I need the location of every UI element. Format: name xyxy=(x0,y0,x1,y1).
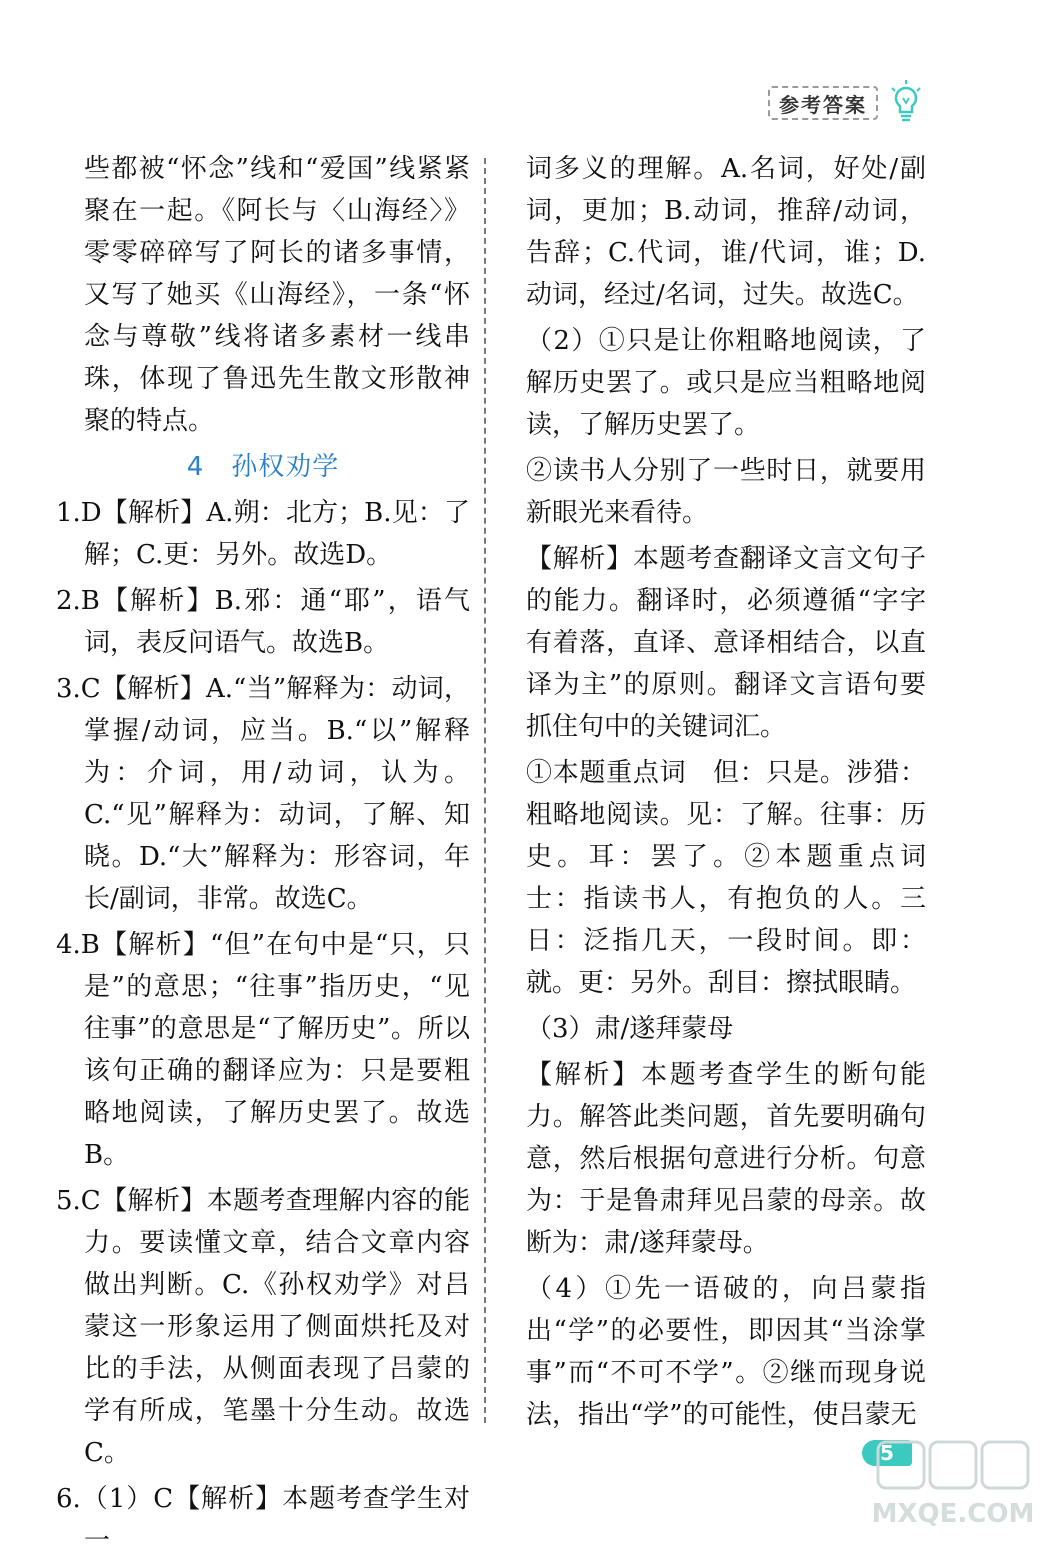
right-para-6: 【解析】本题考查学生的断句能力。解答此类问题，首先要明确句意，然后根据句意进行分析。句意为：于是鲁肃拜见吕蒙的母亲。故断为：肃/遂拜蒙母。 xyxy=(526,1060,926,1258)
left-para-0: 些都被“怀念”线和“爱国”线紧紧聚在一起。《阿长与〈山海经〉》零零碎碎写了阿长的诸多事情，又写了她买《山海经》，一条“怀念与尊敬”线将诸多素材一线串珠，体现了鲁迅先生散文形散神聚的特点。 xyxy=(84,154,470,436)
answer-5: 5.C【解析】本题考查理解内容的能力。要读懂文章，结合文章内容做出判断。C.《孙权劝学》对吕蒙这一形象运用了侧面烘托及对比的手法，从侧面表现了吕蒙的学有所成，笔墨十分生动。故选C。 xyxy=(56,1186,470,1468)
right-para-7: （4）①先一语破的，向吕蒙指出“学”的必要性，即因其“当涂掌事”而“不可不学”。②继而现身说法，指出“学”的可能性，使吕蒙无 xyxy=(526,1274,926,1430)
page-number: 5 xyxy=(862,1440,912,1466)
answer-3: 3.C【解析】A.“当”解释为：动词，掌握/动词，应当。B.“以”解释为：介词，用/动词，认为。C.“见”解释为：动词，了解、知晓。D.“大”解释为：形容词，年长/副词，非常。故选C。 xyxy=(56,674,470,914)
right-para-3: 【解析】本题考查翻译文言文句子的能力。翻译时，必须遵循“字字有着落，直译、意译相结合，以直译为主”的原则。翻译文言语句要抓住句中的关键词汇。 xyxy=(526,544,926,742)
right-para-0: 词多义的理解。A.名词，好处/副词，更加；B.动词，推辞/动词，告辞；C.代词，谁/代词，谁；D.动词，经过/名词，过失。故选C。 xyxy=(526,154,926,310)
watermark-text: MXQE.COM xyxy=(871,1499,1035,1529)
answer-2: 2.B【解析】B.邪：通“耶”，语气词，表反问语气。故选B。 xyxy=(56,586,470,658)
right-column xyxy=(526,148,953,1440)
lightbulb-icon xyxy=(886,78,926,124)
watermark-logo xyxy=(868,1436,1038,1532)
section-title: 4 孙权劝学 xyxy=(186,452,340,482)
column-divider xyxy=(484,158,486,1423)
left-column xyxy=(56,148,470,1566)
right-para-2: ②读书人分别了一些时日，就要用新眼光来看待。 xyxy=(526,456,926,528)
answer-6: 6.（1）C【解析】本题考查学生对一 xyxy=(56,1484,470,1556)
right-para-4: ①本题重点词 但：只是。涉猎：粗略地阅读。见：了解。往事：历史。耳：罢了。②本题重点词 士：指读书人，有抱负的人。三日：泛指几天，一段时间。即：就。更：另外。刮目：擦拭眼睛。 xyxy=(526,758,953,998)
answer-header-badge: 参考答案 xyxy=(768,86,878,120)
answer-1: 1.D【解析】A.朔：北方；B.见：了解；C.更：另外。故选D。 xyxy=(56,498,470,570)
right-para-1: （2）①只是让你粗略地阅读，了解历史罢了。或只是应当粗略地阅读，了解历史罢了。 xyxy=(526,326,926,440)
answer-4: 4.B【解析】“但”在句中是“只，只是”的意思；“往事”指历史，“见往事”的意思是“了解历史”。所以该句正确的翻译应为：只是要粗略地阅读，了解历史罢了。故选B。 xyxy=(56,930,470,1170)
right-para-5: （3）肃/遂拜蒙母 xyxy=(526,1014,734,1044)
